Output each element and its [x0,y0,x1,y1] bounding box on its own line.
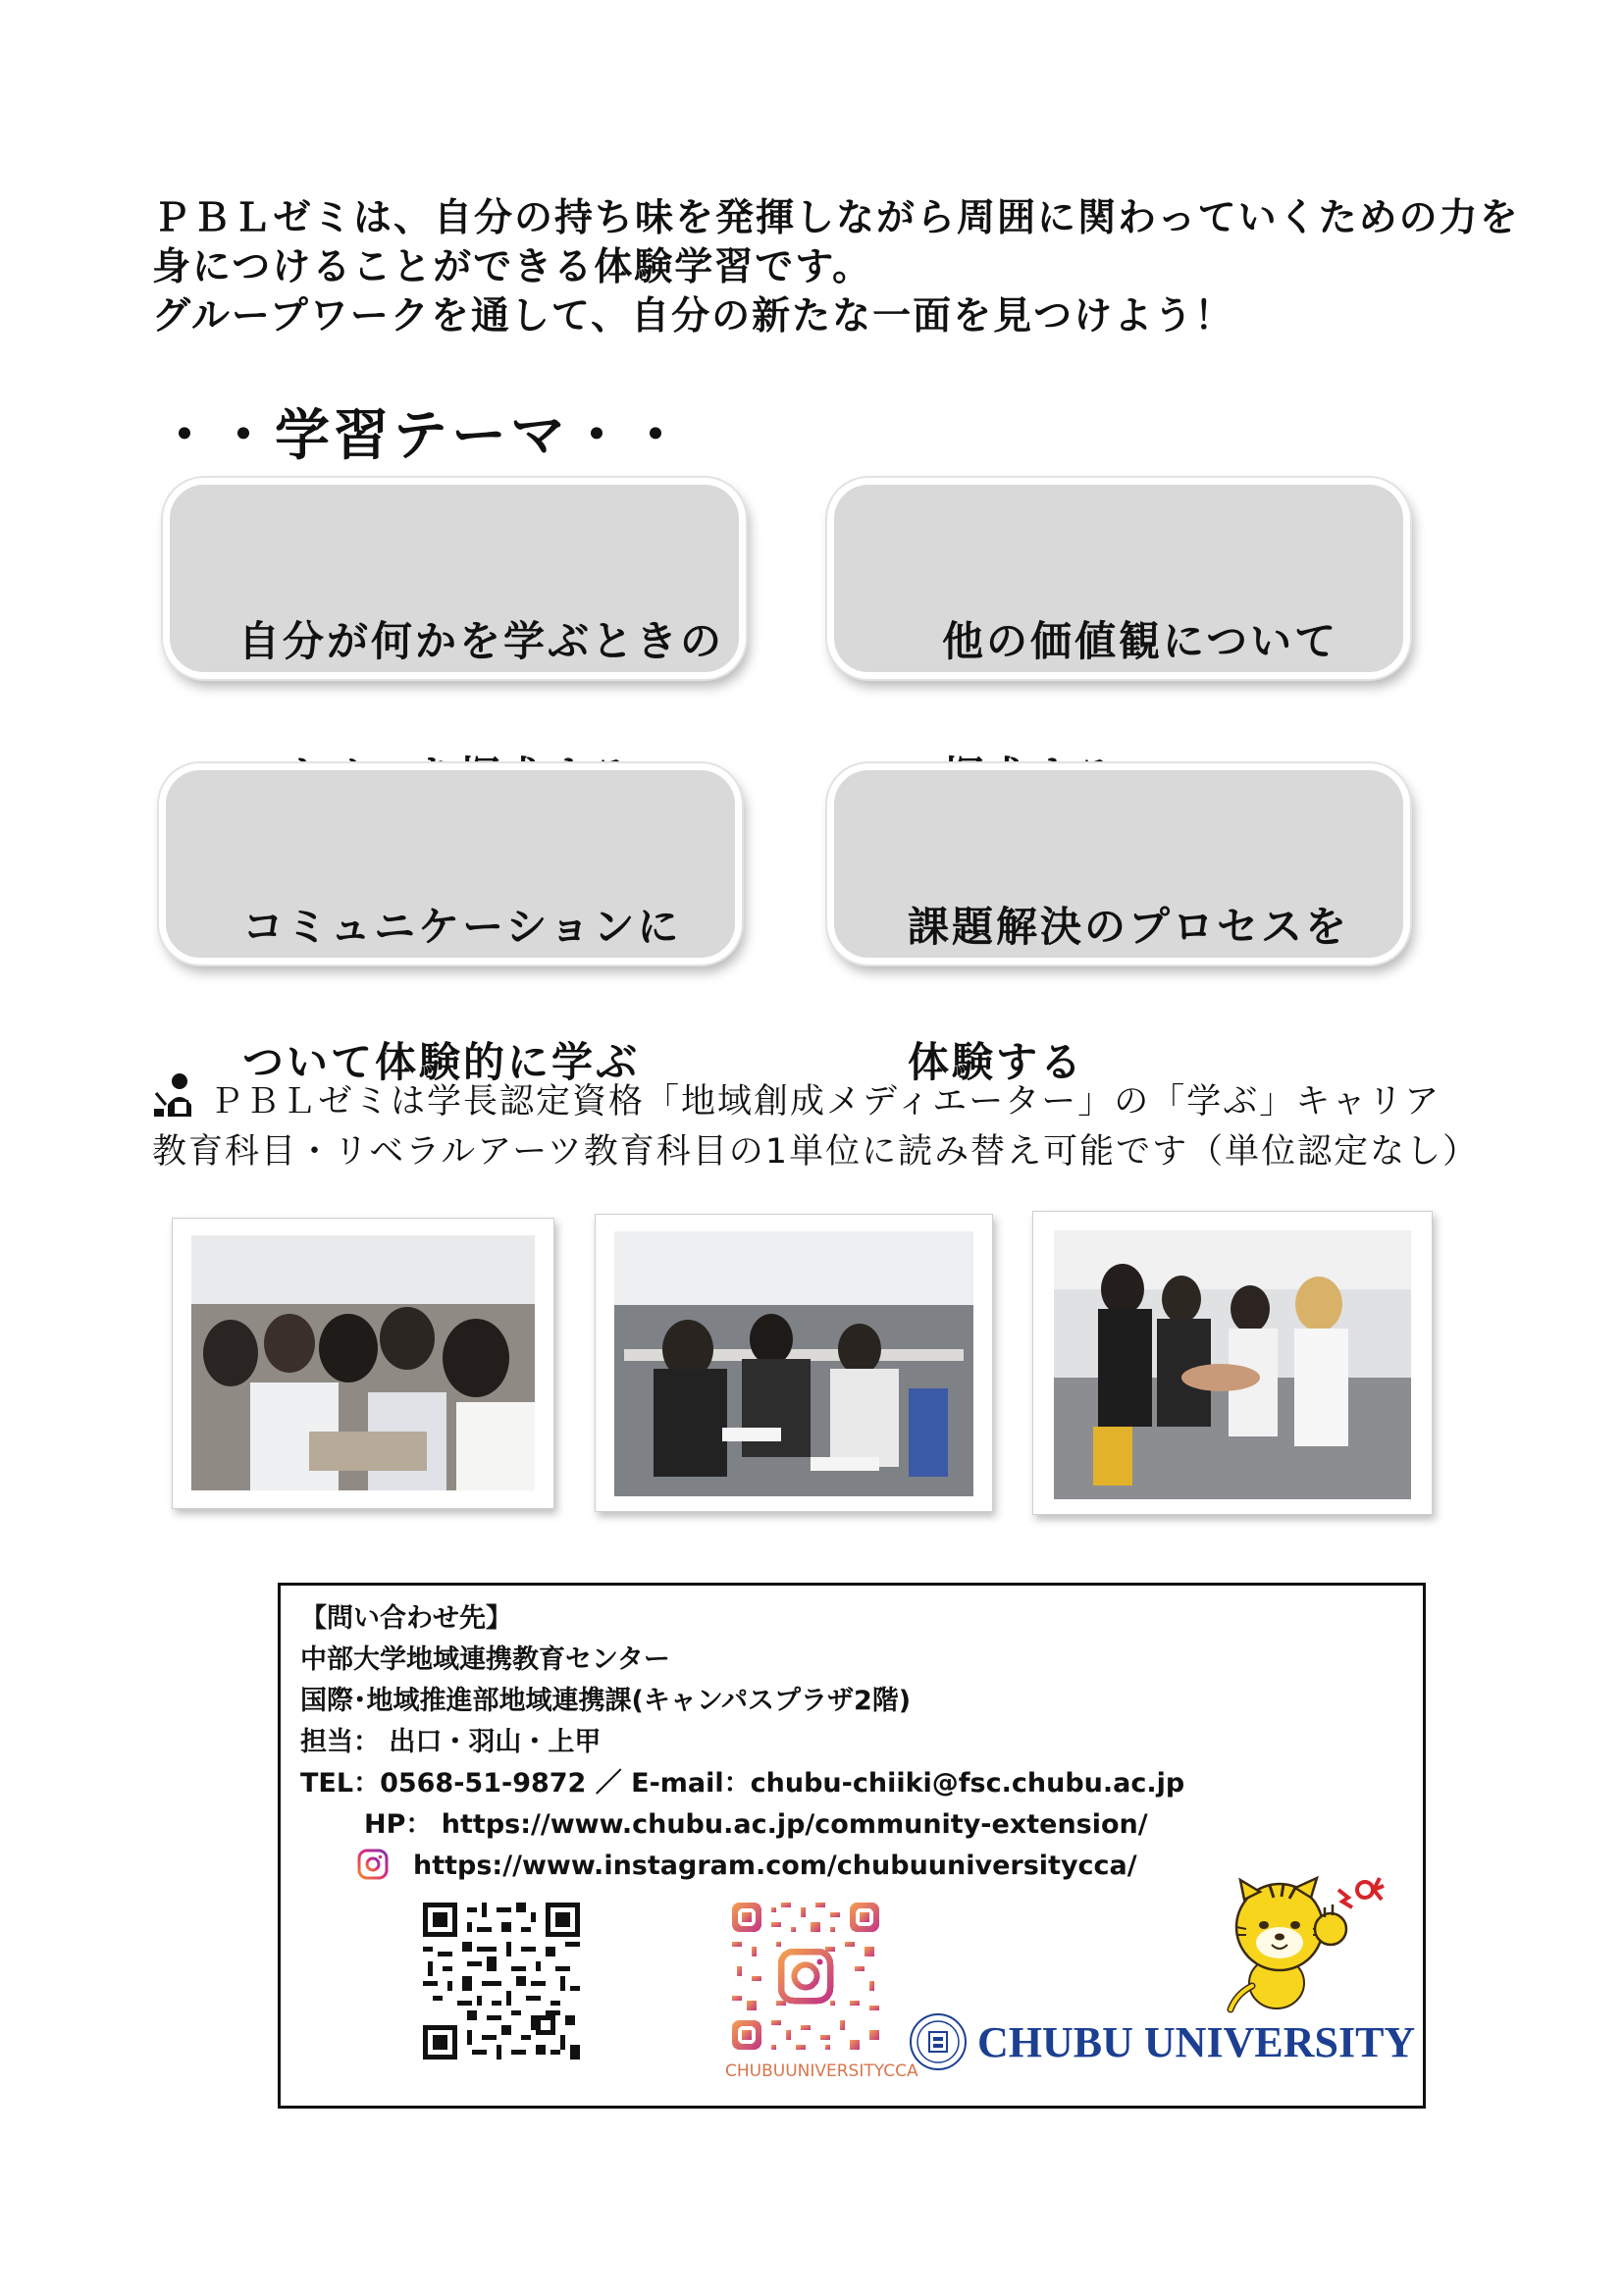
theme-box-4 [827,763,1410,1086]
theme-3-line-2: ついて体験的に学ぶ [242,1038,641,1086]
instagram-link[interactable]: https://www.instagram.com/chubuuniversitycca/ [413,1851,1137,1881]
instagram-qr-label: CHUBUUNIVERSITYCCA [725,2061,918,2081]
classroom-photo-1 [172,1218,554,1509]
university-seal-icon [909,2012,968,2071]
intro-line-1: ＰＢＬゼミは、自分の持ち味を発揮しながら周囲に関わっていくための力を [152,196,1520,240]
theme-box-2 [827,478,1410,679]
person-presenter-icon [152,1071,203,1122]
theme-box-3 [159,763,742,1086]
contact-tel-email[interactable]: TEL：0568-51-9872 ／ E-mail：chubu-chiiki@fsc.chubu.ac.jp [300,1768,1185,1799]
website-qr-code[interactable] [418,1898,585,2064]
instagram-icon [357,1849,389,1880]
contact-heading: 【問い合わせ先】 [300,1603,512,1634]
intro-line-3: グループワークを通して、自分の新たな一面を見つけよう！ [152,294,1235,339]
intro-line-2: 身につけることができる体験学習です。 [152,245,873,289]
contact-staff: 担当： 出口・羽山・上甲 [300,1727,602,1757]
note-line-2: 教育科目・リベラルアーツ教育科目の1単位に読み替え可能です（単位認定なし） [152,1132,1480,1172]
contact-org: 中部大学地域連携教育センター [300,1644,670,1675]
university-logo-text: CHUBU UNIVERSITY [977,2018,1416,2066]
tiger-mascot-icon [1223,1870,1389,2017]
theme-4-line-1: 課題解決のプロセスを [908,903,1350,951]
theme-box-1 [163,478,746,679]
intro-text [152,194,1526,341]
contact-dept: 国際･地域推進部地域連携課(キャンパスプラザ2階) [300,1686,912,1716]
classroom-photo-3 [1032,1211,1433,1515]
theme-4-line-2: 体験する [908,1038,1085,1086]
credit-note [152,1071,1526,1177]
note-line-1: ＰＢＬゼミは学長認定資格「地域創成メディエーター」の「学ぶ」キャリア [209,1082,1441,1121]
theme-3-line-1: コミュニケーションに [242,903,682,951]
contact-box [278,1583,1426,2109]
instagram-qr-code[interactable] [727,1898,884,2055]
theme-2-line-1: 他の価値観について [942,617,1339,665]
contact-hp-link[interactable]: HP： https://www.chubu.ac.jp/community-extension/ [364,1809,1148,1840]
classroom-photo-2 [595,1214,993,1512]
theme-1-line-1: 自分が何かを学ぶときの [238,617,725,665]
theme-title: ・・学習テーマ・・ [157,404,687,468]
